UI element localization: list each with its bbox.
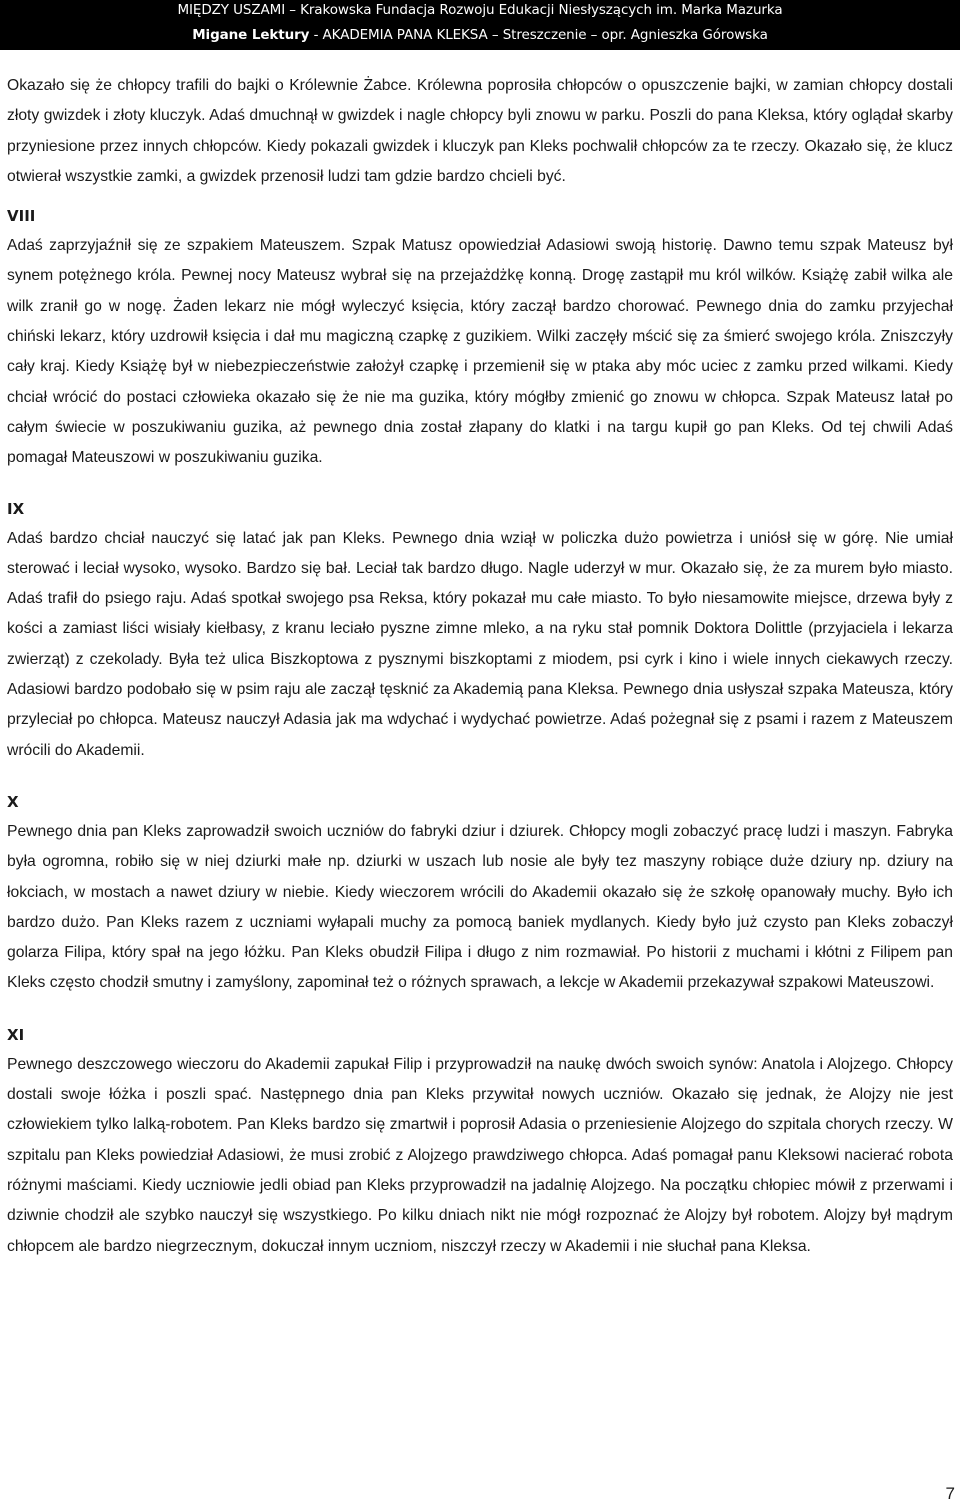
paragraph-chapter-ix: Adaś bardzo chciał nauczyć się latać jak pan Kleks. Pewnego dnia wziął w policzka dużo powietrza i uniósł się w górę. Nie umiał sterować i leciał wysoko, wysoko. Bardzo się bał. Leciał tak bardzo długo. Nagle uderzył w mur. Okazało się, że za murem było miasto. Adaś trafił do psiego raju. Adaś spotkał swojego psa Reksa, który pokazał mu całe miasto. To było niesamowite miejsce, drzewa były z kości a zamiast liści wisiały kiełbasy, z kranu leciało pyszne zimne mleko, a na ryku stał pomnik Doktora Dolittle (przyjaciela i lekarza zwierząt) z czekolady. Była też ulica Biszkoptowa z pysznymi biszkoptami z miodem, psi cyrk i kino i wiele innych ciekawych rzeczy. Adasiowi bardzo podobało się w psim raju ale zaczął tęsknić za Akademią pana Kleksa. Pewnego dnia usłyszał szpaka Mateusza, który przyleciał po chłopca. Mateusz nauczył Adasia jak ma wdychać i wydychać powietrze. Adaś pożegnał się z psami i razem z Mateuszem wrócili do Akademii. xyxy=(7,529,953,759)
paragraph-chapter-x: Pewnego dnia pan Kleks zaprowadził swoich uczniów do fabryki dziur i dziurek. Chłopcy mogli zobaczyć pracę ludzi i maszyn. Fabryka była ogromna, robiło się w niej dziurki małe np. dziurki w uszach lub nosie ale były tez maszyny robiące duże dziury np. dziury na łokciach, w mostach a nawet dziury w niebie. Kiedy wieczorem wrócili do Akademii okazało się że szkołę opanowały muchy. Było ich bardzo dużo. Pan Kleks razem z uczniami wyłapali muchy za pomocą baniek mydlanych. Kiedy było już czysto pan Kleks zobaczył golarza Filipa, który spał na jego łóżku. Pan Kleks obudził Filipa i długo z nim rozmawiał. Po historii z muchami i kłótni z Filipem pan Kleks często chodził smutny i zamyślony, zapominał też o różnych sprawach, a lekcje w Akademii przekazywał szpakowi Mateuszowi. xyxy=(7,822,953,992)
chapter-heading-viii: VIII xyxy=(7,207,36,226)
document-body xyxy=(7,71,953,1262)
paragraph-chapter-viii: Adaś zaprzyjaźnił się ze szpakiem Mateuszem. Szpak Matusz opowiedział Adasiowi swoją historię. Dawno temu szpak Mateusz był synem potężnego króla. Pewnej nocy Mateusz wybrał się na przejażdżkę konną. Drogę zastąpił mu król wilków. Książę zabił wilka ale wilk zranił go w nogę. Żaden lekarz nie mógł wyleczyć księcia, który zaczął bardzo chorować. Pewnego dnia do zamku przyjechał chiński lekarz, który uzdrowił księcia i dał mu magiczną czapkę z guzikiem. Wilki zaczęły mścić się za śmierć swojego króla. Zniszczyły cały kraj. Kiedy Książę był w niebezpieczeństwie założył czapkę i przemienił się w ptaka aby móc uciec z zamku przed wilkami. Kiedy chciał wrócić do postaci człowieka okazało się że nie ma guzika, który mógłby zmienić go znowu w chłopca. Szpak Mateusz latał po całym świecie w poszukiwaniu guzika, aż pewnego dnia został złapany do klatki i na targu kupił go pan Kleks. Od tej chwili Adaś pomagał Mateuszowi w poszukiwaniu guzika. xyxy=(7,237,953,467)
header-organization: MIĘDZY USZAMI – Krakowska Fundacja Rozwoju Edukacji Niesłyszących im. Marka Mazurka xyxy=(177,2,783,18)
paragraph-intro: Okazało się że chłopcy trafili do bajki o Królewnie Żabce. Królewna poprosiła chłopców o opuszczenie bajki, w zamian chłopcy dostali złoty gwizdek i złoty kluczyk. Adaś dmuchnął w gwizdek i nagle chłopcy byli znowu w parku. Poszli do pana Kleksa, który oglądał skarby przyniesione przez innych chłopców. Kiedy pokazali gwizdek i kluczyk pan Kleks pochwalił chłopców za te rzeczy. Okazało się, że klucz otwierał wszystkie zamki, a gwizdek przenosił ludzi tam gdzie bardzo chcieli być. xyxy=(7,77,953,185)
header-book-title: - AKADEMIA PANA KLEKSA – Streszczenie – opr. Agnieszka Górowska xyxy=(309,27,768,43)
header-series-name: Migane Lektury xyxy=(192,27,310,43)
chapter-heading-x: X xyxy=(7,792,19,811)
page-number: 7 xyxy=(945,1484,955,1503)
header-title xyxy=(0,26,960,44)
chapter-heading-ix: IX xyxy=(7,499,25,518)
paragraph-chapter-xi: Pewnego deszczowego wieczoru do Akademii zapukał Filip i przyprowadził na naukę dwóch swoich synów: Anatola i Alojzego. Chłopcy dostali swoje łóżka i poszli spać. Następnego dnia pan Kleks przywitał nowych uczniów. Okazało się jednak, że Alojzy nie jest człowiekiem tylko lalką-robotem. Pan Kleks bardzo się zmartwił i poprosił Adasia o przeniesienie Alojzego do szpitala chorych rzeczy. W szpitalu pan Kleks powiedział Adasiowi, że musi zrobić z Alojzego prawdziwego chłopca. Adaś pomagał panu Kleksowi nacierać robota różnymi maściami. Kiedy uczniowie jedli obiad pan Kleks przyprowadził na jadalnię Alojzego. Na początku chłopiec mówił z przerwami i dziwnie chodził ale szybko nauczył się wszystkiego. Po kilku dniach nikt nie mógł rozpoznać że Alojzy był robotem. Alojzy był mądrym chłopcem ale bardzo niegrzecznym, dokuczał innym uczniom, niszczył rzeczy w Akademii i nie słuchał pana Kleksa. xyxy=(7,1055,953,1255)
chapter-heading-xi: XI xyxy=(7,1025,25,1044)
document-header xyxy=(0,0,960,50)
